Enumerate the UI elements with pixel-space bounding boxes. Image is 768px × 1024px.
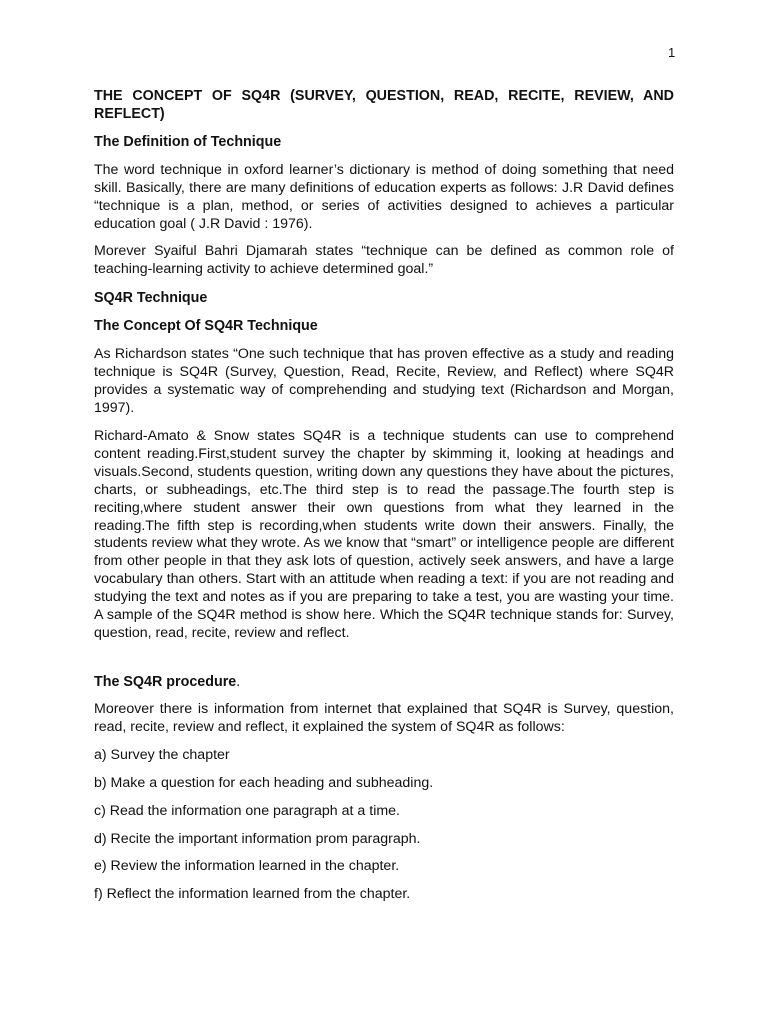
- document-page: [94, 0, 674, 1024]
- procedure-item-b: b) Make a question for each heading and subheading.: [94, 775, 434, 791]
- heading-definition-of-technique: The Definition of Technique: [94, 134, 282, 150]
- document-title: THE CONCEPT OF SQ4R (SURVEY, QUESTION, READ, RECITE, REVIEW, AND REFLECT): [94, 88, 674, 122]
- procedure-item-c: c) Read the information one paragraph at a time.: [94, 803, 400, 819]
- paragraph-concept-2: Richard-Amato & Snow states SQ4R is a technique students can use to comprehend content reading.First,student survey the chapter by skimming it, looking at headings and visuals.Second, students question, writing down any questions they have about the pictures, charts, or subheadings, etc.The third step is to read the passage.The fourth step is reciting,where student answer their own questions from what they learned in the reading.The fifth step is recording,when students write down their answers. Finally, the students review what they wrote. As we know that “smart” or intelligence people are different from other people in that they ask lots of question, actively seek answers, and have a large vocabulary than others. Start with an attitude when reading a text: if you are not reading and studying the text and notes as if you are preparing to take a test, you are wasting your time. A sample of the SQ4R method is show here. Which the SQ4R technique stands for: Survey, question, read, recite, review and reflect.: [94, 428, 674, 641]
- paragraph-concept-1: As Richardson states “One such technique that has proven effective as a study and reading technique is SQ4R (Survey, Question, Read, Recite, Review, and Reflect) where SQ4R provides a systematic way of comprehending and studying text (Richardson and Morgan, 1997).: [94, 346, 674, 416]
- heading-sq4r-procedure-text: The SQ4R procedure: [94, 674, 237, 690]
- paragraph-definition-2: Morever Syaiful Bahri Djamarah states “technique can be defined as common role of teaching-learning activity to achieve determined goal.”: [94, 243, 674, 277]
- procedure-item-f: f) Reflect the information learned from the chapter.: [94, 886, 411, 902]
- heading-sq4r-procedure-period: .: [236, 674, 241, 690]
- procedure-item-d: d) Recite the important information prom paragraph.: [94, 831, 421, 847]
- page-number: 1: [668, 45, 676, 60]
- heading-sq4r-procedure: [94, 673, 674, 691]
- procedure-item-e: e) Review the information learned in the chapter.: [94, 858, 400, 874]
- heading-sq4r-technique: SQ4R Technique: [94, 290, 208, 306]
- heading-concept-of-sq4r: The Concept Of SQ4R Technique: [94, 318, 318, 334]
- procedure-item-a: a) Survey the chapter: [94, 747, 230, 763]
- paragraph-procedure: Moreover there is information from internet that explained that SQ4R is Survey, question, read, recite, review and reflect, it explained the system of SQ4R as follows:: [94, 701, 674, 735]
- paragraph-definition-1: The word technique in oxford learner’s dictionary is method of doing something that need skill. Basically, there are many definitions of education experts as follows: J.R David defines “technique is a plan, method, or series of activities designed to achieves a particular education goal ( J.R David : 1976).: [94, 162, 674, 232]
